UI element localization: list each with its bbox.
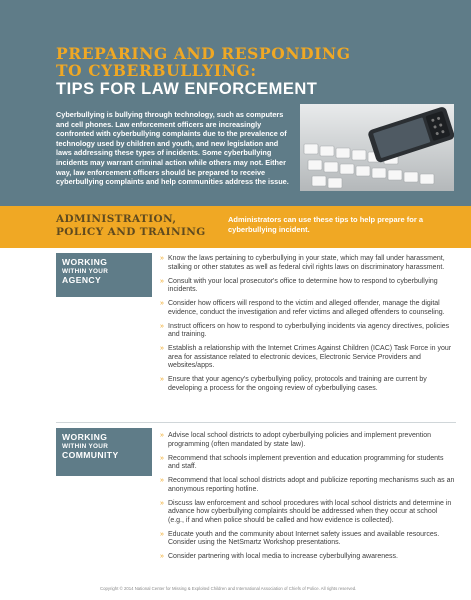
chevron-bullet-icon: » <box>160 499 164 507</box>
community-tip-2: Recommend that schools implement prevention and education programming for students and staff. <box>168 454 444 470</box>
community-section-label <box>56 428 152 476</box>
community-label-community: COMMUNITY <box>62 449 119 460</box>
list-item <box>160 300 455 317</box>
administration-band <box>0 206 471 248</box>
chevron-bullet-icon: » <box>160 553 164 560</box>
community-tips-list <box>160 432 455 567</box>
community-tip-1: Advise local school districts to adopt cyberbullying policies and implement prevention programming (often mandated by state law). <box>168 432 432 448</box>
chevron-bullet-icon: » <box>160 477 164 484</box>
community-tip-6: Consider partnering with local media to increase cyberbullying awareness. <box>168 553 398 560</box>
copyright-notice: Copyright © 2014 National Center for Missing & Exploited Children and International Association of Chiefs of Police. All rights reserved. <box>100 586 357 591</box>
agency-tip-1: Know the laws pertaining to cyberbullying in your state, which may fall under harassment, stalking or other statutes as well as federal civil rights laws on discriminatory harassment. <box>168 255 445 271</box>
agency-label-agency: AGENCY <box>62 274 102 285</box>
agency-tip-3: Consider how officers will respond to the victim and alleged offender, manage the digital evidence, conduct the investigation and refer victims and alleged offenders to counseling. <box>168 300 445 316</box>
list-item <box>160 477 455 494</box>
chevron-bullet-icon: » <box>160 345 164 352</box>
agency-tip-6: Ensure that your agency's cyberbullying policy, protocols and training are current by developing a process for the ongoing review of cyberbullying cases. <box>168 376 427 392</box>
list-item <box>160 455 455 472</box>
chevron-bullet-icon: » <box>160 277 164 285</box>
community-label-working: WORKING <box>62 432 108 442</box>
list-item <box>160 432 455 449</box>
chevron-bullet-icon: » <box>160 454 164 462</box>
administration-note: Administrators can use these tips to help prepare for a cyberbullying incident. <box>228 215 424 234</box>
intro-paragraph: Cyberbullying is bullying through technology, such as computers and cell phones. Law enforcement officers are increasingly confronted with cyberbullying complaints due to the prevalence of technology used by children and youth, and new legislation and laws addressing these types of incidents. Some cyberbullying incidents may warrant criminal action while others may not. Either way, law enforcement officers should be prepared to receive cyberbullying complaints and help communities address the issue. <box>56 110 289 187</box>
administration-heading-line-1: ADMINISTRATION, <box>56 213 177 225</box>
list-item <box>160 531 455 548</box>
agency-tips-list <box>160 255 455 399</box>
photo-illustration <box>300 104 454 191</box>
agency-label-working: WORKING <box>62 257 108 267</box>
agency-tip-5: Establish a relationship with the Internet Crimes Against Children (ICAC) Task Force in your area for assistance related to electronic devices, Electronic Service Providers and websites/apps. <box>168 345 452 369</box>
agency-tip-2: Consult with your local prosecutor's office to determine how to respond to cyberbullying incidents. <box>168 277 438 293</box>
title-line-1: PREPARING AND RESPONDING <box>56 44 351 63</box>
administration-heading <box>56 213 206 239</box>
chevron-bullet-icon: » <box>160 300 164 307</box>
chevron-bullet-icon: » <box>160 432 164 439</box>
list-item <box>160 323 455 340</box>
chevron-bullet-icon: » <box>160 530 164 538</box>
list-item <box>160 376 455 393</box>
administration-heading-line-2: POLICY AND TRAINING <box>56 226 206 238</box>
list-item <box>160 553 455 562</box>
chevron-bullet-icon: » <box>160 322 164 330</box>
keyboard-phone-photo <box>300 104 454 191</box>
list-item <box>160 345 455 371</box>
header-banner <box>0 0 471 206</box>
list-item <box>160 500 455 526</box>
chevron-bullet-icon: » <box>160 376 164 383</box>
community-tip-4: Discuss law enforcement and school procedures with local school districts and determine in advance how cyberbullying complaints should be addressed when they occur at school (e.g., if and when police should be called and how evidence is collected). <box>168 499 452 524</box>
section-divider <box>56 422 456 423</box>
agency-tip-4: Instruct officers on how to respond to cyberbullying incidents via agency directives, policies and training. <box>168 322 450 338</box>
community-label-within: WITHIN YOUR <box>62 442 109 450</box>
agency-label-within: WITHIN YOUR <box>62 267 109 275</box>
agency-section-label <box>56 253 152 297</box>
community-tip-5: Educate youth and the community about Internet safety issues and available resources. Consider using the NetSmartz Workshop presentations. <box>168 530 440 546</box>
community-tip-3: Recommend that local school districts adopt and publicize reporting mechanisms such as an anonymous reporting hotline. <box>168 477 455 493</box>
chevron-bullet-icon: » <box>160 255 164 262</box>
list-item <box>160 255 455 272</box>
subtitle: TIPS FOR LAW ENFORCEMENT <box>56 80 318 98</box>
title-line-2: TO CYBERBULLYING: <box>56 61 257 80</box>
list-item <box>160 278 455 295</box>
